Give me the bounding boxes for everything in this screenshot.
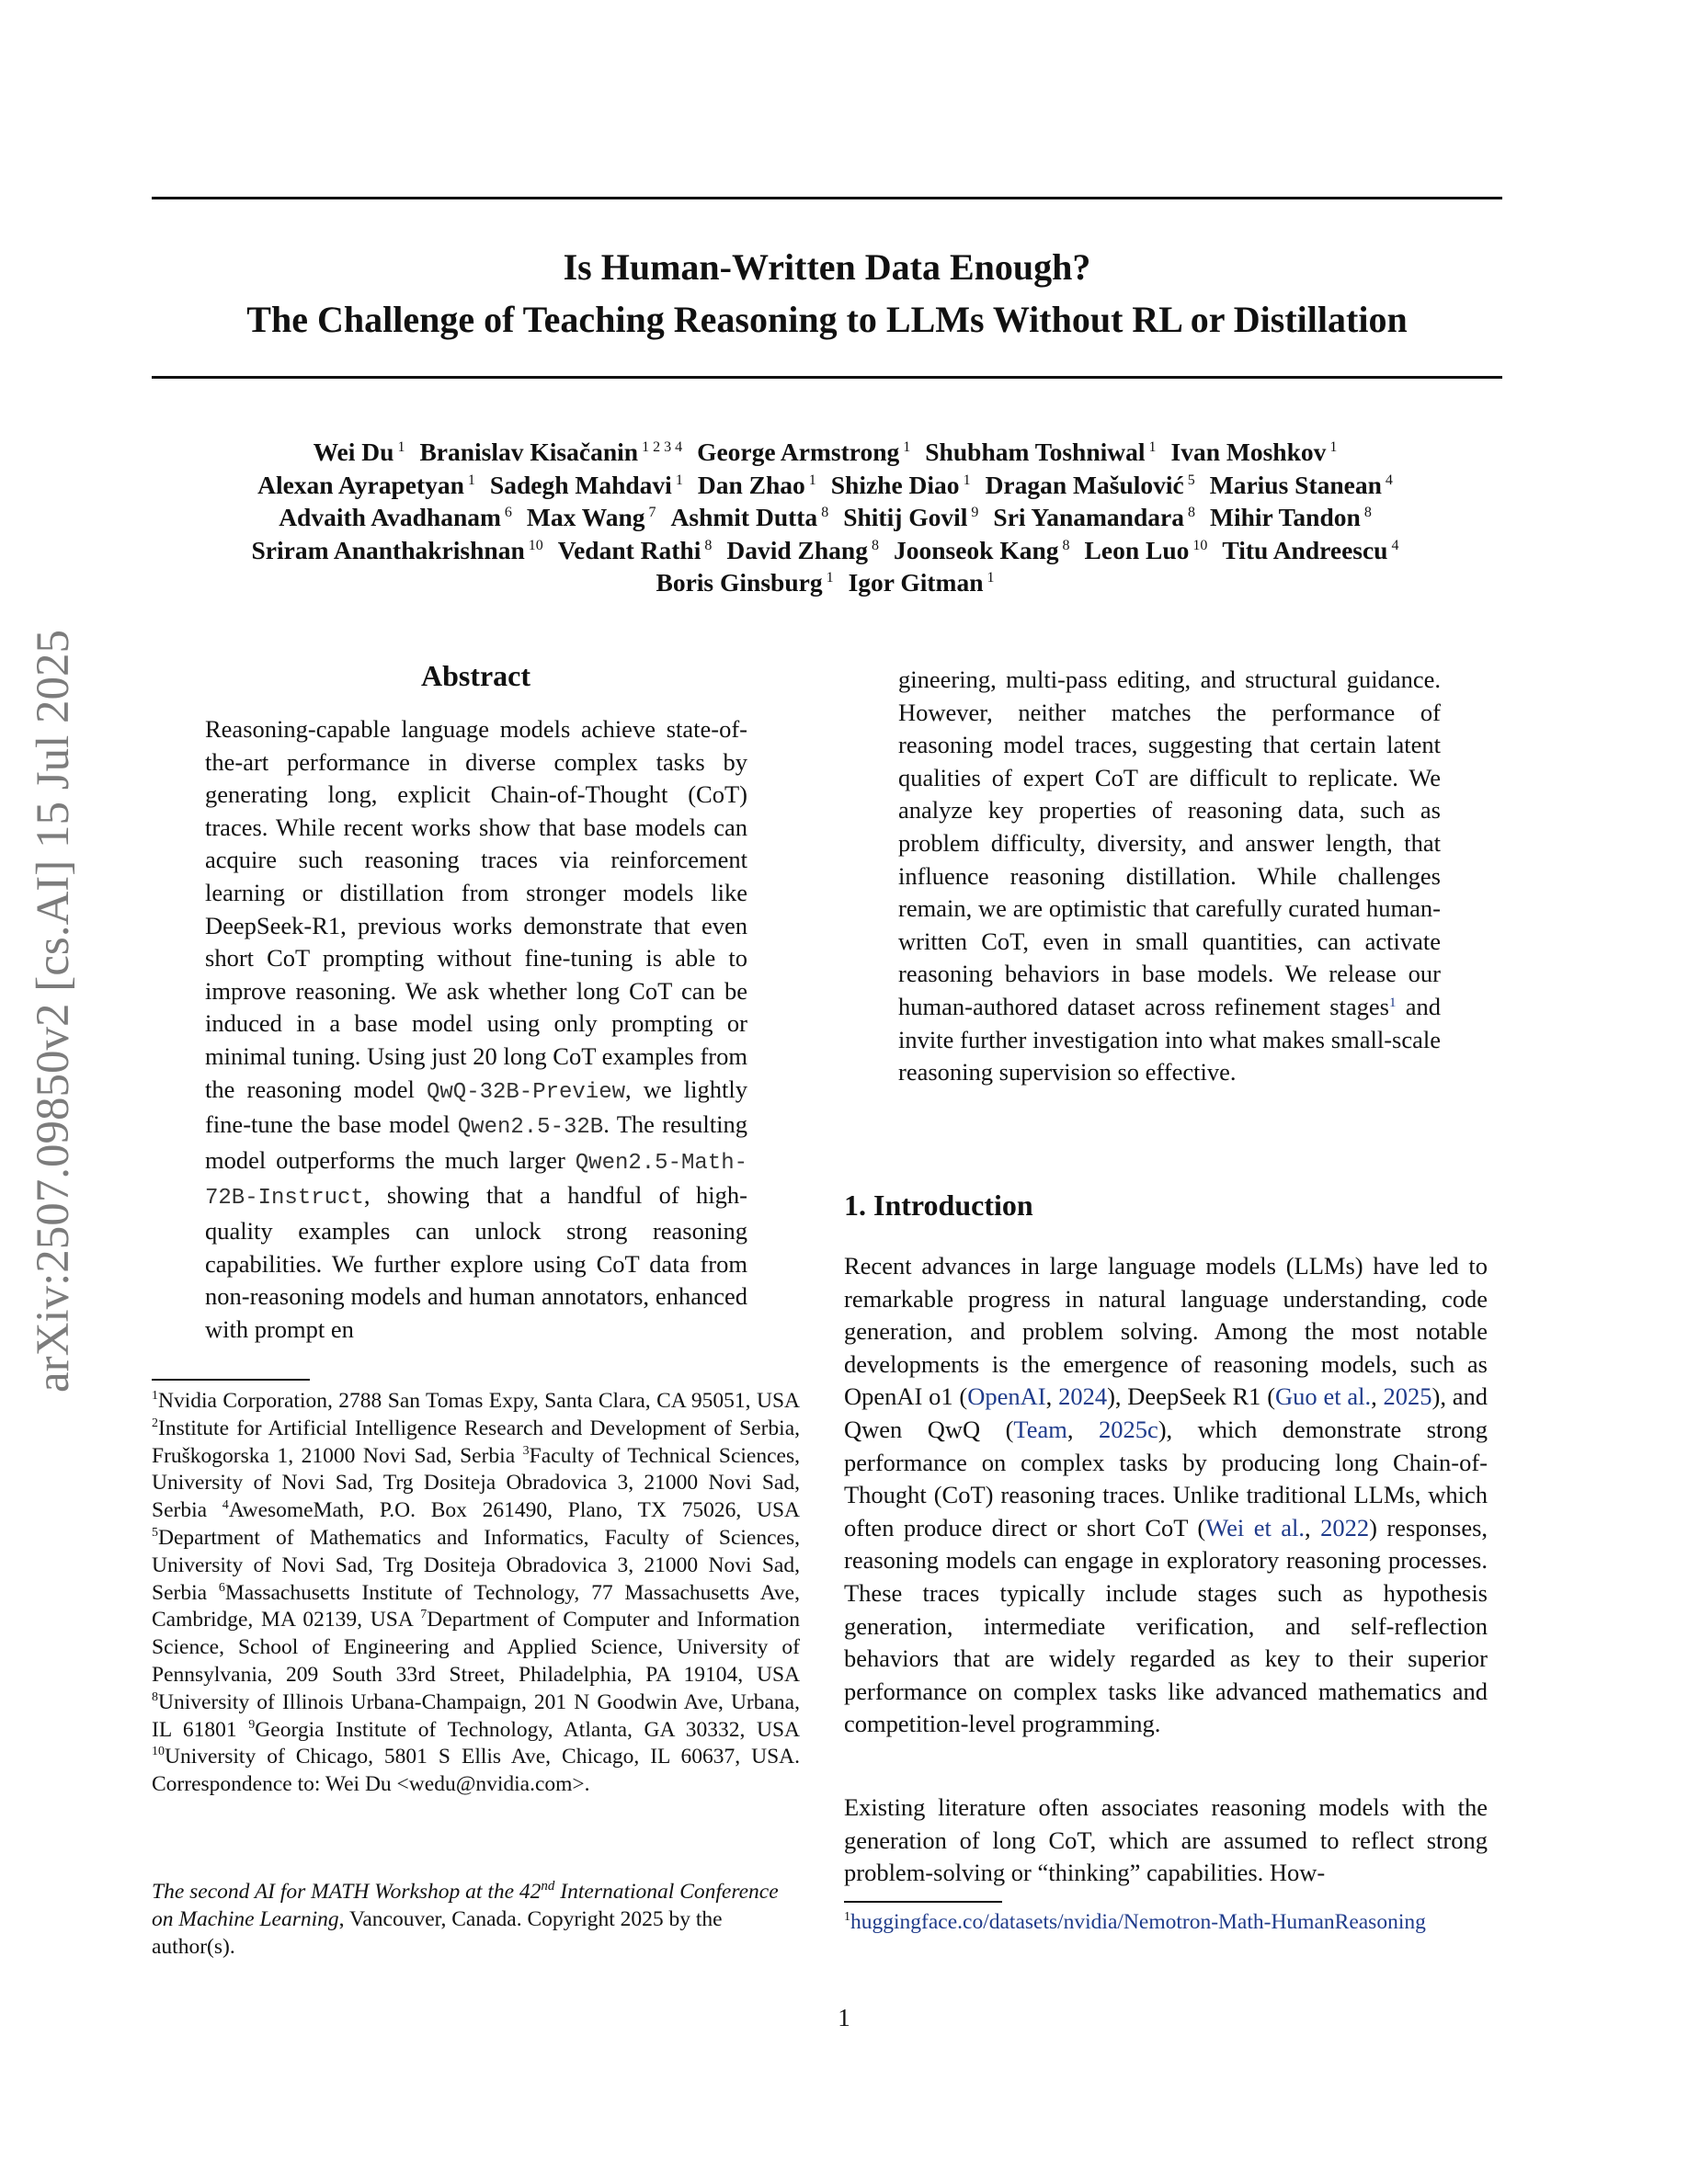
author-affiliation-marker: 5 bbox=[1187, 472, 1195, 488]
affiliation-text: University of Chicago, 5801 S Ellis Ave, Chicago, IL 60637, USA. Correspondence to: Wei Du <wedu@nvidia.com>. bbox=[152, 1745, 800, 1797]
author-affiliation-marker: 1 bbox=[467, 472, 475, 488]
author-name: Joonseok Kang bbox=[893, 535, 1059, 564]
venue-ordinal: nd bbox=[541, 1879, 555, 1894]
abstract-body bbox=[205, 713, 747, 1346]
author-affiliation-marker: 1 bbox=[1329, 439, 1338, 455]
intro-text: Recent advances in large language models (LLMs) have led to remarkable progress in natural language understanding, code generation, and problem solving. Among the most notable developments is the emergence of reasoning models, such as OpenAI o1 ( bbox=[844, 1252, 1488, 1411]
author-name: Ivan Moshkov bbox=[1170, 438, 1327, 466]
affiliation-text: Nvidia Corporation, 2788 San Tomas Expy, Santa Clara, CA 95051, USA bbox=[158, 1389, 800, 1413]
abstract-cont-text-b: and invite further investigation into what makes small-scale reasoning supervision so effective. bbox=[898, 992, 1441, 1086]
author-name: Ashmit Dutta bbox=[670, 503, 818, 531]
author-name: Wei Du bbox=[313, 438, 394, 466]
author-name: Sriram Ananthakrishnan bbox=[251, 535, 525, 564]
affiliation-text: Department of Computer and Information Science, School of Engineering and Applied Science, University of Pennsylvania, 209 South 33rd Street, Philadelphia, PA 19104, USA bbox=[152, 1608, 800, 1687]
citation-wei[interactable]: Wei et al. bbox=[1205, 1513, 1306, 1541]
author-name: Titu Andreescu bbox=[1222, 535, 1388, 564]
affiliation-text: Faculty of Technical Sciences, University of Novi Sad, Trg Dositeja Obradovica 3, 21000 Novi Sad, Serbia bbox=[152, 1443, 800, 1523]
author-name: Shitij Govil bbox=[843, 503, 968, 531]
author-affiliation-marker: 4 bbox=[1385, 472, 1393, 488]
author-name: Shubham Toshniwal bbox=[925, 438, 1146, 466]
affiliation-text: Massachusetts Institute of Technology, 77 Massachusetts Ave, Cambridge, MA 02139, USA bbox=[152, 1580, 800, 1632]
author-affiliation-marker: 1 bbox=[987, 570, 995, 586]
author-name: Max Wang bbox=[526, 503, 645, 531]
intro-text: ), which demonstrate strong performance on complex tasks by producing long Chain-of-Thought (CoT) reasoning traces. Unlike traditional LLMs, which often produce direct or short CoT ( bbox=[844, 1415, 1488, 1541]
author-affiliation-marker: 10 bbox=[1192, 537, 1208, 553]
author-affiliation-marker: 1 bbox=[826, 570, 834, 586]
title-line-2: The Challenge of Teaching Reasoning to LLMs Without RL or Distillation bbox=[246, 299, 1408, 340]
citation-guo[interactable]: Guo et al. bbox=[1275, 1382, 1372, 1411]
affiliation-number: 3 bbox=[522, 1443, 530, 1458]
abstract-text-1: Reasoning-capable language models achieve state-of-the-art performance in diverse complex tasks by generating long, explicit Chain-of-Thought (CoT) traces. While recent works show that base models can acquire such reasoning traces via reinforcement learning or distillation from stronger models like DeepSeek-R1, previous works demonstrate that even short CoT prompting without fine-tuning is able to improve reasoning. We ask whether long CoT can be induced in a base model using only prompting or minimal tuning. Using just 20 long CoT examples from the reasoning model bbox=[205, 715, 747, 1103]
author-affiliation-marker: 1 bbox=[963, 472, 971, 488]
affiliation-text: AwesomeMath, P.O. Box 261490, Plano, TX 75026, USA bbox=[228, 1498, 800, 1523]
left-footnote-rule bbox=[152, 1379, 310, 1381]
title-line-1: Is Human-Written Data Enough? bbox=[563, 246, 1091, 288]
author-affiliation-marker: 8 bbox=[1363, 505, 1372, 520]
author-name: Dragan Mašulović bbox=[985, 470, 1184, 499]
affiliation-number: 1 bbox=[152, 1389, 158, 1403]
affiliation-text: Institute for Artificial Intelligence Research and Development of Serbia, Fruškogorska 1, 21000 Novi Sad, Serbia bbox=[152, 1416, 800, 1468]
author-affiliation-marker: 7 bbox=[648, 505, 656, 520]
intro-paragraph-2: Existing literature often associates reasoning models with the generation of long CoT, which are assumed to reflect strong problem-solving or “thinking” capabilities. How- bbox=[844, 1793, 1488, 1887]
author-affiliation-marker: 1 bbox=[808, 472, 816, 488]
abstract-text-4: , showing that a handful of high-quality examples can unlock strong reasoning capabilities. We further explore using CoT data from non-reasoning models and human annotators, enhanced with prompt en bbox=[205, 1181, 747, 1343]
abstract-text-3: . The resulting model outperforms the much larger bbox=[205, 1110, 747, 1174]
abstract-text-2: , we lightly fine-tune the base model bbox=[205, 1075, 747, 1139]
author-affiliation-marker: 8 bbox=[871, 537, 879, 553]
page-number: 1 bbox=[838, 2004, 850, 2031]
venue-italic-2: International Conference on Machine Learning bbox=[152, 1880, 779, 1931]
author-affiliation-marker: 8 bbox=[1187, 505, 1195, 520]
abstract-cont-text-a: gineering, multi-pass editing, and structural guidance. However, neither matches the performance of reasoning model traces, suggesting that certain latent qualities of expert CoT are difficult to replicate. We analyze key properties of reasoning data, such as problem difficulty, diversity, and answer length, that influence reasoning distillation. While challenges remain, we are optimistic that carefully curated human-written CoT, even in small quantities, can activate reasoning behaviors in base models. We release our human-authored dataset across refinement stages bbox=[898, 665, 1441, 1020]
author-affiliation-marker: 1 2 3 4 bbox=[642, 439, 683, 455]
abstract-model-1: QwQ-32B-Preview bbox=[426, 1079, 626, 1105]
author-name: Alexan Ayrapetyan bbox=[257, 470, 464, 499]
paper-title bbox=[152, 241, 1502, 346]
intro-text: ) responses, reasoning models can engage in exploratory reasoning processes. These traces typically include stages such as hypothesis generation, intermediate verification, and self-reflection behaviors that are widely regarded as key to their superior performance on complex tasks like advanced mathematics and competition-level programming. bbox=[844, 1513, 1488, 1738]
dataset-link[interactable]: huggingface.co/datasets/nvidia/Nemotron-Math-HumanReasoning bbox=[850, 1910, 1426, 1934]
arxiv-sidebar-stamp: arXiv:2507.09850v2 [cs.AI] 15 Jul 2025 bbox=[28, 629, 79, 1393]
affiliation-number: 2 bbox=[152, 1416, 158, 1430]
author-affiliation-marker: 1 bbox=[675, 472, 683, 488]
author-affiliation-marker: 10 bbox=[528, 537, 543, 553]
affiliation-number: 5 bbox=[152, 1525, 158, 1540]
author-name: Sadegh Mahdavi bbox=[489, 470, 672, 499]
citation-openai[interactable]: OpenAI bbox=[967, 1382, 1046, 1411]
title-bottom-rule bbox=[152, 376, 1502, 379]
abstract-continued bbox=[898, 664, 1441, 1089]
author-name: Vedant Rathi bbox=[557, 535, 701, 564]
intro-paragraph-1 bbox=[844, 1250, 1488, 1741]
venue-note bbox=[152, 1879, 800, 1961]
venue-number: 42 bbox=[519, 1880, 542, 1904]
intro-text: ), and Qwen QwQ ( bbox=[844, 1382, 1488, 1443]
author-affiliation-marker: 8 bbox=[1062, 537, 1070, 553]
affiliation-text: University of Illinois Urbana-Champaign, 201 N Goodwin Ave, Urbana, IL 61801 bbox=[152, 1689, 800, 1742]
affiliation-number: 10 bbox=[152, 1745, 165, 1759]
dataset-footnote bbox=[844, 1909, 1488, 1937]
author-name: Leon Luo bbox=[1084, 535, 1190, 564]
author-affiliation-marker: 1 bbox=[397, 439, 405, 455]
venue-rest: , Vancouver, Canada. Copyright 2025 by the author(s). bbox=[152, 1906, 723, 1959]
author-affiliation-marker: 8 bbox=[704, 537, 713, 553]
author-name: Igor Gitman bbox=[848, 568, 984, 597]
author-affiliation-marker: 1 bbox=[1148, 439, 1157, 455]
author-name: George Armstrong bbox=[697, 438, 900, 466]
citation-team-year[interactable]: 2025c bbox=[1098, 1415, 1158, 1443]
author-affiliation-marker: 9 bbox=[971, 505, 979, 520]
author-name: Boris Ginsburg bbox=[656, 568, 823, 597]
intro-text: , bbox=[1045, 1382, 1059, 1411]
author-name: Sri Yanamandara bbox=[993, 503, 1184, 531]
affiliation-number: 4 bbox=[222, 1498, 229, 1513]
citation-guo-year[interactable]: 2025 bbox=[1383, 1382, 1432, 1411]
top-rule bbox=[152, 197, 1502, 199]
author-name: Shizhe Diao bbox=[830, 470, 960, 499]
affiliation-number: 7 bbox=[420, 1608, 428, 1622]
abstract-model-3: Qwen2.5-Math-72B-Instruct bbox=[205, 1150, 747, 1211]
intro-text: , bbox=[1305, 1513, 1321, 1541]
author-name: Mihir Tandon bbox=[1209, 503, 1361, 531]
right-footnote-rule bbox=[844, 1901, 1002, 1903]
author-name: Branislav Kisačanin bbox=[419, 438, 639, 466]
affiliation-text: Department of Mathematics and Informatics, Faculty of Sciences, University of Novi Sad, Trg Dositeja Obradovica 3, 21000 Novi Sad, Serbia bbox=[152, 1525, 800, 1605]
footnote-number: 1 bbox=[844, 1910, 850, 1924]
author-affiliation-marker: 6 bbox=[504, 505, 512, 520]
author-affiliation-marker: 4 bbox=[1391, 537, 1399, 553]
affiliation-number: 8 bbox=[152, 1689, 158, 1704]
affiliation-number: 9 bbox=[248, 1717, 256, 1732]
intro-text: , bbox=[1066, 1415, 1099, 1443]
author-affiliation-marker: 1 bbox=[903, 439, 911, 455]
abstract-model-2: Qwen2.5-32B bbox=[457, 1115, 604, 1141]
author-list bbox=[152, 436, 1502, 599]
abstract-heading: Abstract bbox=[420, 659, 531, 692]
intro-text: , bbox=[1371, 1382, 1384, 1411]
citation-team[interactable]: Team bbox=[1013, 1415, 1067, 1443]
intro-text: ), DeepSeek R1 ( bbox=[1107, 1382, 1276, 1411]
author-name: Advaith Avadhanam bbox=[279, 503, 501, 531]
citation-openai-year[interactable]: 2024 bbox=[1058, 1382, 1108, 1411]
affiliation-text: Georgia Institute of Technology, Atlanta, GA 30332, USA bbox=[255, 1717, 800, 1742]
section-heading-introduction: 1. Introduction bbox=[844, 1189, 1033, 1222]
affiliation-number: 6 bbox=[218, 1580, 225, 1595]
author-name: David Zhang bbox=[726, 535, 868, 564]
venue-italic-1: The second AI for MATH Workshop at the bbox=[152, 1880, 519, 1904]
affiliations-footnote bbox=[152, 1388, 800, 1799]
author-name: Dan Zhao bbox=[697, 470, 805, 499]
author-name: Marius Stanean bbox=[1209, 470, 1382, 499]
citation-wei-year[interactable]: 2022 bbox=[1320, 1513, 1370, 1541]
author-affiliation-marker: 8 bbox=[821, 505, 829, 520]
abstract-footnote-marker[interactable]: 1 bbox=[1388, 995, 1397, 1010]
